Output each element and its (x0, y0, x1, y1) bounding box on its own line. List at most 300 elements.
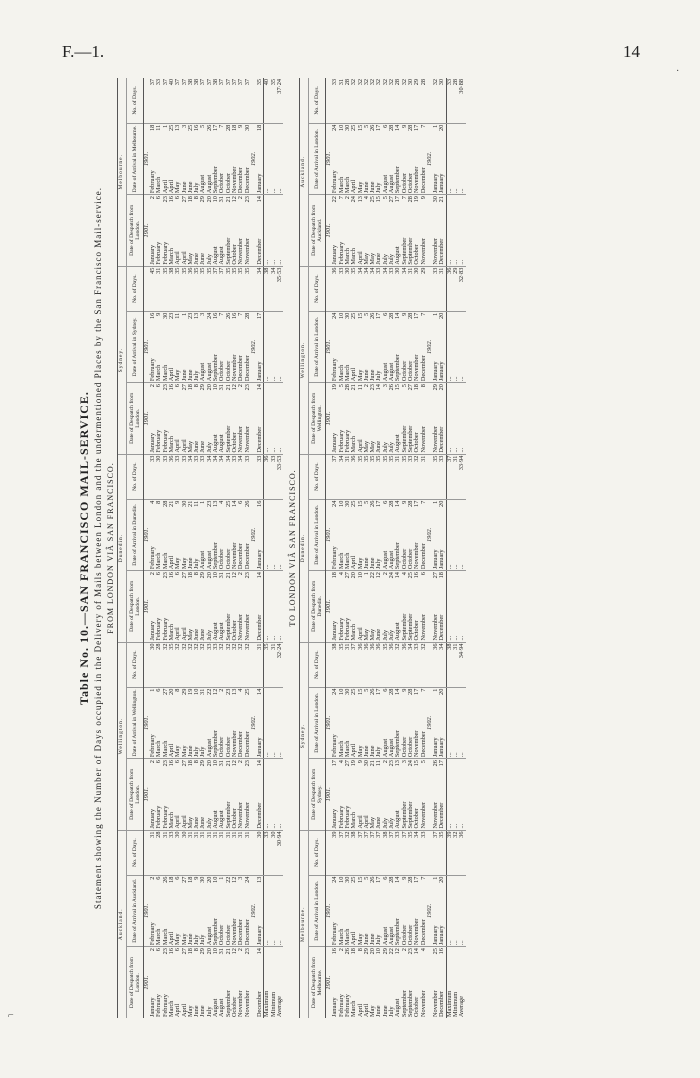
date-day: 2 (337, 948, 345, 952)
date-month: 1902. (249, 527, 257, 542)
date-month: October (230, 620, 238, 641)
summary-dots: ... (446, 311, 453, 382)
city-heading: Dunedin. (118, 454, 127, 642)
days-cell: 33 (389, 266, 395, 311)
date-month: September (400, 990, 408, 1017)
date-month: May (362, 628, 370, 641)
date-month: June (180, 181, 188, 194)
date-month: November (243, 990, 251, 1017)
date-month: February (337, 241, 345, 265)
date-day: 27 (180, 760, 188, 767)
date-day: 5 (362, 688, 370, 692)
days-cell: 30 (345, 266, 351, 311)
date-month: March (161, 552, 169, 570)
date-month: May (356, 745, 364, 758)
summary-label: ... (277, 759, 283, 830)
date-day: 7 (218, 124, 226, 128)
days-cell: 35 (238, 266, 244, 311)
date-month: April (356, 439, 364, 453)
days-cell: 34 (226, 454, 232, 499)
date-month: December (438, 991, 446, 1017)
date-month: March (167, 436, 175, 453)
date-day: 2 (343, 196, 351, 200)
date-month: August (388, 550, 396, 570)
date-day: 6 (155, 196, 163, 200)
date-month: September (224, 613, 232, 641)
date-month: 1902. (425, 903, 433, 918)
summary-label: ... (264, 571, 271, 642)
city-heading: Wellington. (118, 642, 127, 830)
date-month: September (400, 237, 408, 265)
city-heading: Auckland. (118, 830, 127, 1018)
date-month: December (419, 355, 427, 382)
summary-label: ... (459, 195, 465, 266)
date-month: June (193, 253, 201, 265)
date-month: May (369, 441, 377, 453)
date-day: 9 (419, 196, 427, 200)
date-day: 4 (149, 500, 157, 504)
date-month: February (155, 429, 163, 453)
date-day: 6 (381, 124, 389, 128)
date-day: 25 (432, 948, 440, 955)
date-month: July (193, 934, 201, 946)
date-month: June (180, 369, 188, 382)
date-month: January (432, 549, 440, 570)
arrival-date-header: Date of Arrival in London. (308, 123, 325, 194)
date-month: August (388, 362, 396, 382)
date-month: July (375, 370, 383, 382)
date-day: 24 (205, 312, 213, 319)
date-month: February (161, 429, 169, 453)
date-day: 20 (205, 876, 213, 883)
date-day: 14 (394, 688, 402, 695)
days-cell: 37 (219, 266, 225, 311)
date-day: 28 (388, 312, 396, 319)
date-day: 12 (394, 948, 402, 955)
summary-value: 33 (264, 830, 271, 875)
date-month: June (369, 745, 377, 758)
date-month: 1901. (142, 787, 150, 802)
date-month: June (186, 369, 194, 382)
days-cell: 32 (364, 78, 370, 123)
days-cell: 35 (169, 642, 175, 687)
date-day: 31 (218, 948, 226, 955)
summary-dots: ... (264, 499, 271, 570)
date-day: 19 (413, 196, 421, 203)
date-month: October (406, 736, 414, 758)
date-day: 2 (237, 196, 245, 200)
city-heading: Sydney. (300, 642, 309, 830)
city-heading: Auckland. (300, 78, 309, 266)
date-day: 24 (331, 876, 339, 883)
summary-value: 30·88 (459, 78, 465, 123)
date-month: 1901. (325, 903, 333, 918)
date-month: August (199, 550, 207, 570)
date-month: March (343, 248, 351, 265)
date-day: 23 (205, 500, 213, 507)
date-day: 28 (406, 876, 414, 883)
days-cell: 31 (232, 830, 238, 875)
date-month: April (174, 439, 182, 453)
days-cell: 35 (232, 266, 238, 311)
date-day: 16 (256, 500, 264, 507)
days-cell: 36 (188, 266, 194, 311)
date-month: November (243, 613, 251, 641)
date-day: 10 (212, 384, 220, 391)
arrival-date-header: Date of Arrival in Melbourne. (126, 123, 143, 194)
date-day: 4 (362, 196, 370, 200)
days-cell: 31 (188, 830, 194, 875)
date-day: 16 (167, 572, 175, 579)
date-month: April (174, 251, 182, 265)
date-day: 18 (186, 384, 194, 391)
days-cell: 32 (433, 78, 439, 123)
summary-dots: ... (271, 687, 277, 758)
date-day: 10 (212, 196, 220, 203)
date-month: June (362, 181, 370, 194)
days-cell: 32 (182, 642, 188, 687)
days-cell: 33 (156, 78, 162, 123)
date-month: April (350, 743, 358, 758)
date-day: 9 (155, 312, 163, 316)
date-month: January (256, 737, 264, 758)
date-month: July (193, 746, 201, 758)
date-day: 14 (394, 124, 402, 131)
date-month: February (161, 241, 169, 265)
date-month: 1901. (325, 339, 333, 354)
date-day: 14 (394, 312, 402, 319)
date-day: 7 (419, 688, 427, 692)
days-cell: 33 (257, 454, 264, 499)
summary-dots: ... (264, 311, 271, 382)
date-day: 4 (218, 500, 226, 504)
date-month: 1902. (425, 527, 433, 542)
date-month: July (381, 630, 389, 641)
summary-value: 32·83 (459, 266, 465, 311)
date-month: April (350, 931, 358, 946)
date-month: June (193, 441, 201, 453)
date-day: 18 (331, 572, 339, 579)
date-day: 28 (406, 124, 414, 131)
date-month: November (237, 425, 245, 453)
date-day: 12 (230, 760, 238, 767)
date-day: 29 (199, 948, 207, 955)
days-cell: 35 (402, 454, 408, 499)
days-cell: 30 (175, 830, 181, 875)
days-cell: 37 (364, 830, 370, 875)
section-heading-to-london: TO LONDON VIÂ SAN FRANCISCO. (288, 469, 298, 627)
date-day: 12 (375, 572, 383, 579)
date-day: 25 (350, 688, 358, 695)
date-month: December (256, 426, 264, 453)
summary-dots: ... (264, 875, 271, 946)
date-month: May (369, 253, 377, 265)
days-cell: 32 (395, 642, 401, 687)
date-month: August (388, 174, 396, 194)
margin-dot-mark: · (676, 66, 680, 77)
days-cell: 32 (389, 78, 395, 123)
date-month: May (174, 369, 182, 382)
date-day: 21 (438, 196, 446, 203)
days-cell: 33 (339, 266, 345, 311)
date-month: August (394, 246, 402, 265)
date-day: 8 (356, 948, 364, 952)
summary-dots: ... (453, 499, 459, 570)
date-month: April (350, 367, 358, 382)
date-day: 2 (237, 572, 245, 576)
date-month: August (381, 550, 389, 570)
date-day: 18 (186, 196, 194, 203)
section-heading-from-london: FROM LONDON VIÂ SAN FRANCISCO. (106, 462, 115, 634)
days-cell: 37 (207, 78, 213, 123)
date-day: 10 (337, 688, 345, 695)
days-cell: 32 (245, 642, 251, 687)
date-day: 23 (369, 384, 377, 391)
date-day: 2 (237, 384, 245, 388)
date-month: January (331, 432, 339, 453)
date-month: December (256, 238, 264, 265)
date-day: 2 (218, 688, 226, 692)
days-cell: 40 (169, 78, 175, 123)
date-day: 7 (419, 500, 427, 504)
date-month: April (167, 367, 175, 382)
date-day: 23 (161, 760, 169, 767)
summary-label: ... (446, 383, 453, 454)
despatch-date-header: Date of Despatch from London. (126, 947, 143, 1018)
date-day: 16 (438, 948, 446, 955)
days-cell: 39 (332, 830, 338, 875)
date-day: 25 (243, 688, 251, 695)
summary-dots: ... (264, 687, 271, 758)
days-cell: 28 (421, 78, 427, 123)
date-day: 8 (193, 384, 201, 388)
date-day: 25 (167, 124, 175, 131)
date-day: 8 (193, 948, 201, 952)
summary-value: 30·94 (277, 830, 283, 875)
date-month: November (237, 613, 245, 641)
days-cell: 37 (219, 78, 225, 123)
date-day: 17 (438, 760, 446, 767)
date-day: 26 (243, 500, 251, 507)
date-day: 6 (381, 876, 389, 880)
date-month: March (350, 812, 358, 829)
date-day: 11 (356, 384, 364, 391)
days-cell: 30 (150, 642, 156, 687)
date-day: 20 (438, 688, 446, 695)
summary-dots: ... (453, 875, 459, 946)
date-month: June (193, 1005, 201, 1017)
date-month: June (186, 557, 194, 570)
date-day: 2 (149, 948, 157, 952)
date-day: 3 (199, 312, 207, 316)
date-day: 21 (224, 572, 232, 579)
date-day: 10 (212, 572, 220, 579)
date-day: 10 (337, 876, 345, 883)
date-day: 7 (419, 312, 427, 316)
date-day: 21 (224, 760, 232, 767)
date-day: 16 (167, 196, 175, 203)
date-day: 23 (161, 572, 169, 579)
date-month: January (432, 173, 440, 194)
date-month: November (419, 425, 427, 453)
summary-dots: ... (459, 499, 465, 570)
despatch-date-header: Date of Despatch from London. (126, 195, 143, 266)
date-day: 17 (375, 124, 383, 131)
date-day: 1 (432, 312, 440, 316)
summary-label: ... (459, 571, 465, 642)
date-month: August (218, 622, 226, 641)
days-cell: 35 (408, 830, 414, 875)
rotated-table-page (78, 78, 658, 1018)
date-day: 21 (186, 500, 194, 507)
date-month: August (212, 246, 220, 265)
date-day: 15 (356, 312, 364, 319)
days-cell: 34 (339, 454, 345, 499)
date-month: May (174, 181, 182, 194)
date-day: 23 (388, 760, 396, 767)
date-month: May (174, 933, 182, 946)
summary-label: Average (458, 996, 466, 1017)
date-month: August (394, 434, 402, 453)
date-month: September (224, 801, 232, 829)
date-month: November (230, 730, 238, 758)
date-day: 3 (237, 876, 245, 880)
date-month: December (419, 919, 427, 946)
days-cell: 34 (414, 830, 420, 875)
date-month: November (237, 801, 245, 829)
date-day: 2 (149, 876, 157, 880)
summary-label: ... (264, 383, 271, 454)
date-month: December (256, 614, 264, 641)
date-month: October (224, 172, 232, 194)
date-month: January (432, 737, 440, 758)
date-day: 28 (224, 124, 232, 131)
date-month: March (167, 624, 175, 641)
date-month: March (343, 928, 351, 946)
days-header: No. of Days. (126, 78, 143, 123)
date-day: 1 (432, 124, 440, 128)
days-cell: 31 (245, 830, 251, 875)
date-day: 16 (193, 124, 201, 131)
date-month: December (438, 614, 446, 641)
date-day: 6 (174, 384, 182, 388)
days-cell: 35 (257, 78, 264, 123)
date-day: 13 (193, 312, 201, 319)
date-day: 30 (343, 500, 351, 507)
date-month: December (237, 543, 245, 570)
date-month: November (413, 542, 421, 570)
date-day: 18 (186, 876, 194, 883)
date-cell (257, 687, 264, 758)
date-month: June (369, 933, 377, 946)
date-day: 19 (186, 688, 194, 695)
date-month: March (337, 364, 345, 382)
date-month: 1902. (425, 339, 433, 354)
date-month: June (369, 557, 377, 570)
date-day: 10 (337, 312, 345, 319)
date-month: December (256, 991, 264, 1017)
date-day: 25 (350, 876, 358, 883)
date-month: June (369, 369, 377, 382)
days-cell: 36 (351, 454, 357, 499)
date-month: May (356, 557, 364, 570)
date-month: October (224, 736, 232, 758)
summary-value: 29 (453, 266, 459, 311)
date-day: 13 (230, 688, 238, 695)
date-day: 23 (161, 384, 169, 391)
days-cell: 37 (370, 830, 376, 875)
days-cell: 32 (351, 78, 357, 123)
date-day: 23 (243, 196, 251, 203)
date-month: August (205, 174, 213, 194)
date-cell (257, 311, 264, 382)
date-day: 1 (218, 876, 226, 880)
date-day: 6 (174, 948, 182, 952)
date-cell (257, 759, 264, 830)
summary-label: ... (459, 759, 465, 830)
date-day: 27 (388, 196, 396, 203)
date-day: 17 (375, 688, 383, 695)
date-month: June (375, 441, 383, 453)
days-cell: 34 (402, 266, 408, 311)
summary-label: ... (453, 759, 459, 830)
date-day: 16 (331, 948, 339, 955)
date-day: 9 (400, 500, 408, 504)
summary-dots: ... (453, 311, 459, 382)
summary-value: 31 (453, 454, 459, 499)
date-month: December (438, 426, 446, 453)
date-month: December (419, 543, 427, 570)
date-day: 5 (199, 124, 207, 128)
days-cell: 38 (383, 830, 389, 875)
days-header: No. of Days. (126, 642, 143, 687)
date-day: 11 (375, 760, 383, 767)
date-month: June (375, 1005, 383, 1017)
date-cell (257, 571, 264, 642)
date-day: 27 (343, 572, 351, 579)
date-day: 16 (167, 948, 175, 955)
days-cell: 34 (439, 642, 446, 687)
date-month: March (350, 248, 358, 265)
date-month: November (432, 425, 440, 453)
days-cell: 33 (408, 454, 414, 499)
date-month: July (388, 254, 396, 265)
summary-row (277, 78, 283, 1018)
date-day: 12 (230, 948, 238, 955)
date-month: August (212, 810, 220, 829)
date-month: September (394, 354, 402, 382)
date-month: October (400, 172, 408, 194)
date-month: October (413, 432, 421, 453)
date-month: June (199, 253, 207, 265)
date-day: 6 (174, 876, 182, 880)
days-cell: 32 (345, 830, 351, 875)
date-day: 13 (256, 876, 264, 883)
date-day: 22 (224, 876, 232, 883)
date-month: August (388, 738, 396, 758)
date-month: December (419, 167, 427, 194)
date-month: February (343, 994, 351, 1017)
date-month: May (369, 628, 377, 641)
date-day: 20 (205, 572, 213, 579)
date-month: March (350, 1000, 358, 1017)
date-day: 18 (186, 948, 194, 955)
date-day: 20 (438, 500, 446, 507)
date-month: December (438, 802, 446, 829)
days-cell: 36 (358, 642, 364, 687)
date-day: 18 (256, 124, 264, 131)
days-cell: 33 (182, 454, 188, 499)
